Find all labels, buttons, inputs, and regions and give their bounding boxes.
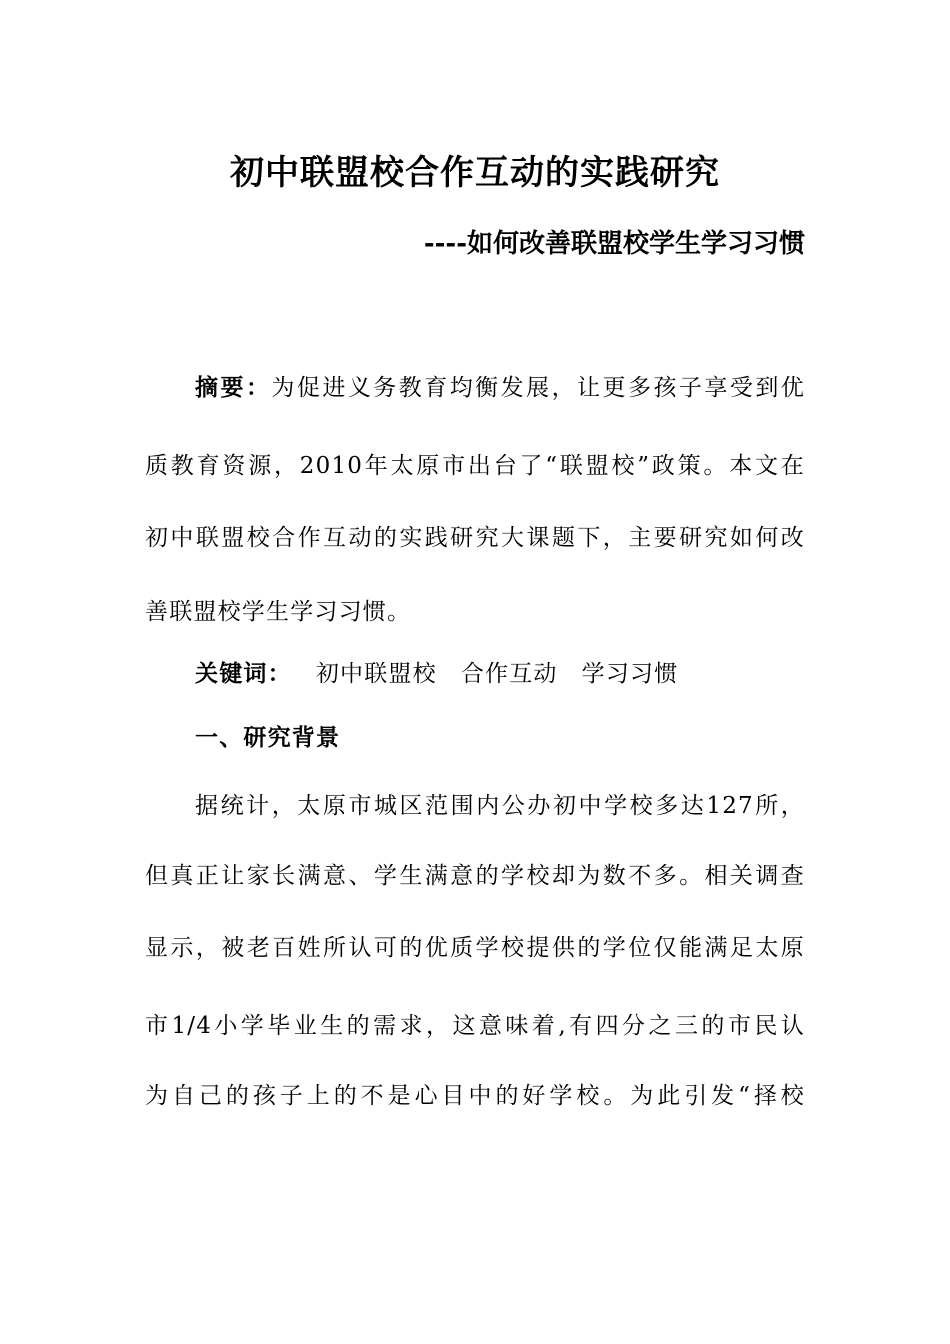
keyword-item: 学习习惯 <box>581 661 679 687</box>
body-line-3: 显示，被老百姓所认可的优质学校提供的学位仅能满足太原 <box>145 935 805 961</box>
document-subtitle: ----如何改善联盟校学生学习习惯 <box>423 229 805 259</box>
body-line-4: 市1/4小学毕业生的需求，这意味着,有四分之三的市民认 <box>145 1013 805 1039</box>
section-heading: 一、研究背景 <box>195 724 341 751</box>
keyword-item: 合作互动 <box>460 661 558 687</box>
abstract-line-4: 善联盟校学生学习习惯。 <box>145 599 412 625</box>
keywords-line <box>145 658 855 690</box>
abstract-line-2: 质教育资源，2010年太原市出台了“联盟校”政策。本文在 <box>145 453 805 479</box>
abstract-label: 摘要： <box>195 374 272 401</box>
body-line-2: 但真正让家长满意、学生满意的学校却为数不多。相关调查 <box>145 863 805 889</box>
body-line-5: 为自己的孩子上的不是心目中的好学校。为此引发“择校 <box>145 1083 805 1109</box>
abstract-text: 为促进义务教育均衡发展，让更多孩子享受到优 <box>271 375 806 401</box>
document-title: 初中联盟校合作互动的实践研究 <box>230 153 720 193</box>
abstract-line-1 <box>145 372 805 404</box>
keyword-item: 初中联盟校 <box>315 661 437 687</box>
body-line-1: 据统计，太原市城区范围内公办初中学校多达127所， <box>195 793 805 819</box>
keywords-label: 关键词： <box>195 660 292 687</box>
abstract-line-3: 初中联盟校合作互动的实践研究大课题下，主要研究如何改 <box>145 525 805 551</box>
